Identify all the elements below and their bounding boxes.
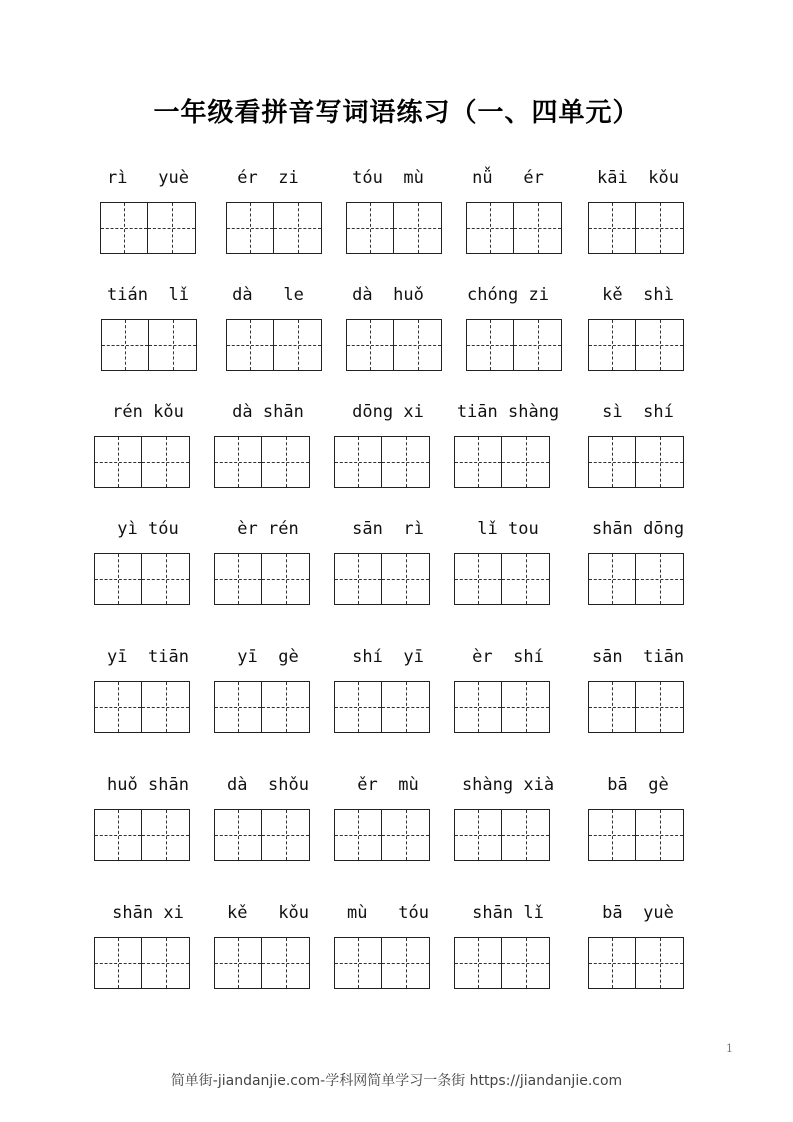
character-box[interactable] — [382, 809, 430, 861]
word-exercise — [328, 166, 448, 256]
pinyin-label: kě shì — [602, 285, 674, 305]
word-exercise — [578, 645, 698, 735]
writing-grid — [214, 809, 310, 861]
word-exercise — [328, 773, 448, 863]
character-box[interactable] — [94, 809, 142, 861]
character-box[interactable] — [502, 436, 550, 488]
writing-grid — [588, 937, 684, 989]
word-exercise — [88, 166, 208, 256]
pinyin-label: tiān shàng — [456, 402, 560, 422]
word-exercise — [88, 645, 208, 735]
word-exercise — [328, 901, 448, 991]
footer-text: 简单街-jiandanjie.com-学科网简单学习一条街 https://jiandanjie.com — [170, 1073, 623, 1089]
pinyin-label: dà shān — [232, 402, 304, 422]
character-box[interactable] — [454, 809, 502, 861]
pinyin-label: shān dōng — [591, 519, 685, 539]
word-exercise — [208, 517, 328, 607]
character-box[interactable] — [514, 319, 562, 371]
writing-grid — [466, 202, 562, 254]
word-exercise — [448, 517, 568, 607]
word-exercise — [578, 283, 698, 373]
writing-grid — [94, 681, 190, 733]
character-box[interactable] — [454, 681, 502, 733]
character-box[interactable] — [454, 553, 502, 605]
character-box[interactable] — [142, 553, 190, 605]
writing-grid — [94, 436, 190, 488]
pinyin-label: kě kǒu — [227, 903, 309, 923]
writing-grid — [588, 319, 684, 371]
writing-grid — [454, 937, 550, 989]
character-box[interactable] — [142, 937, 190, 989]
character-box[interactable] — [148, 202, 196, 254]
pinyin-label: èr shí — [472, 647, 544, 667]
word-exercise — [328, 517, 448, 607]
character-box[interactable] — [226, 202, 274, 254]
writing-grid — [454, 436, 550, 488]
word-exercise — [578, 517, 698, 607]
word-exercise — [208, 166, 328, 256]
word-exercise — [208, 901, 328, 991]
writing-grid — [588, 809, 684, 861]
character-box[interactable] — [334, 436, 382, 488]
writing-grid — [346, 319, 442, 371]
pinyin-label: dà le — [232, 285, 304, 305]
writing-grid — [346, 202, 442, 254]
writing-grid — [454, 809, 550, 861]
writing-grid — [334, 937, 430, 989]
word-exercise — [208, 773, 328, 863]
pinyin-label: ér zi — [237, 168, 299, 188]
writing-grid — [334, 681, 430, 733]
character-box[interactable] — [466, 202, 514, 254]
character-box[interactable] — [636, 553, 684, 605]
character-box[interactable] — [214, 809, 262, 861]
pinyin-label: mù tóu — [347, 903, 429, 923]
writing-grid — [226, 319, 322, 371]
writing-grid — [466, 319, 562, 371]
pinyin-label: huǒ shān — [107, 775, 189, 795]
character-box[interactable] — [382, 553, 430, 605]
character-box[interactable] — [502, 937, 550, 989]
character-box[interactable] — [588, 809, 636, 861]
character-box[interactable] — [588, 937, 636, 989]
pinyin-label: lǐ tou — [477, 519, 539, 539]
character-box[interactable] — [214, 937, 262, 989]
writing-grid — [454, 681, 550, 733]
character-box[interactable] — [101, 319, 149, 371]
writing-grid — [214, 681, 310, 733]
writing-grid — [588, 202, 684, 254]
character-box[interactable] — [346, 319, 394, 371]
character-box[interactable] — [382, 937, 430, 989]
word-exercise — [578, 901, 698, 991]
character-box[interactable] — [334, 553, 382, 605]
pinyin-label: tóu mù — [352, 168, 424, 188]
writing-grid — [334, 809, 430, 861]
writing-grid — [214, 436, 310, 488]
writing-grid — [588, 436, 684, 488]
character-box[interactable] — [334, 681, 382, 733]
writing-grid — [334, 436, 430, 488]
word-exercise — [328, 283, 448, 373]
writing-grid — [101, 319, 197, 371]
character-box[interactable] — [94, 436, 142, 488]
word-exercise — [88, 283, 208, 373]
writing-grid — [214, 553, 310, 605]
writing-grid — [100, 202, 196, 254]
pinyin-label: chóng zi — [467, 285, 549, 305]
pinyin-label: bā gè — [607, 775, 669, 795]
writing-grid — [334, 553, 430, 605]
character-box[interactable] — [466, 319, 514, 371]
pinyin-label: yī gè — [237, 647, 299, 667]
writing-grid — [588, 553, 684, 605]
word-exercise — [208, 400, 328, 490]
character-box[interactable] — [382, 681, 430, 733]
character-box[interactable] — [588, 553, 636, 605]
character-box[interactable] — [226, 319, 274, 371]
pinyin-label: shàng xià — [461, 775, 555, 795]
character-box[interactable] — [454, 937, 502, 989]
pinyin-label: tián lǐ — [107, 285, 189, 305]
character-box[interactable] — [636, 436, 684, 488]
character-box[interactable] — [274, 202, 322, 254]
character-box[interactable] — [142, 681, 190, 733]
pinyin-label: sān rì — [352, 519, 424, 539]
character-box[interactable] — [502, 553, 550, 605]
character-box[interactable] — [502, 809, 550, 861]
pinyin-label: nǚ ér — [472, 168, 544, 188]
character-box[interactable] — [588, 319, 636, 371]
character-box[interactable] — [142, 436, 190, 488]
character-box[interactable] — [346, 202, 394, 254]
character-box[interactable] — [262, 436, 310, 488]
character-box[interactable] — [274, 319, 322, 371]
character-box[interactable] — [214, 553, 262, 605]
character-box[interactable] — [214, 436, 262, 488]
pinyin-label: rì yuè — [107, 168, 189, 188]
writing-grid — [214, 937, 310, 989]
character-box[interactable] — [94, 553, 142, 605]
character-box[interactable] — [262, 681, 310, 733]
word-exercise — [88, 901, 208, 991]
pinyin-label: dà shǒu — [227, 775, 309, 795]
word-exercise — [448, 645, 568, 735]
writing-grid — [454, 553, 550, 605]
pinyin-label: bā yuè — [602, 903, 674, 923]
word-exercise — [328, 400, 448, 490]
character-box[interactable] — [454, 436, 502, 488]
character-box[interactable] — [636, 937, 684, 989]
character-box[interactable] — [514, 202, 562, 254]
character-box[interactable] — [334, 809, 382, 861]
writing-grid — [588, 681, 684, 733]
pinyin-label: yì tóu — [117, 519, 179, 539]
character-box[interactable] — [214, 681, 262, 733]
character-box[interactable] — [588, 202, 636, 254]
word-exercise — [208, 645, 328, 735]
character-box[interactable] — [588, 681, 636, 733]
pinyin-label: shí yī — [352, 647, 424, 667]
writing-grid — [94, 809, 190, 861]
word-exercise — [448, 901, 568, 991]
character-box[interactable] — [636, 202, 684, 254]
character-box[interactable] — [636, 809, 684, 861]
word-exercise — [88, 400, 208, 490]
character-box[interactable] — [394, 202, 442, 254]
word-exercise — [448, 166, 568, 256]
word-exercise — [448, 773, 568, 863]
pinyin-label: shān xi — [112, 903, 184, 923]
character-box[interactable] — [636, 319, 684, 371]
word-exercise — [448, 283, 568, 373]
word-exercise — [578, 400, 698, 490]
character-box[interactable] — [94, 681, 142, 733]
page-number: 1 — [726, 1042, 733, 1055]
word-exercise — [448, 400, 568, 490]
pinyin-label: dà huǒ — [352, 285, 424, 305]
character-box[interactable] — [394, 319, 442, 371]
writing-grid — [94, 553, 190, 605]
character-box[interactable] — [588, 436, 636, 488]
pinyin-label: ěr mù — [357, 775, 419, 795]
character-box[interactable] — [149, 319, 197, 371]
word-exercise — [88, 517, 208, 607]
pinyin-label: rén kǒu — [112, 402, 184, 422]
pinyin-label: dōng xi — [352, 402, 424, 422]
character-box[interactable] — [636, 681, 684, 733]
writing-grid — [94, 937, 190, 989]
character-box[interactable] — [142, 809, 190, 861]
character-box[interactable] — [382, 436, 430, 488]
character-box[interactable] — [502, 681, 550, 733]
word-exercise — [88, 773, 208, 863]
character-box[interactable] — [262, 809, 310, 861]
word-exercise — [328, 645, 448, 735]
pinyin-label: shān lǐ — [472, 903, 544, 923]
character-box[interactable] — [262, 553, 310, 605]
character-box[interactable] — [262, 937, 310, 989]
pinyin-label: sān tiān — [591, 647, 685, 667]
word-exercise — [578, 166, 698, 256]
pinyin-label: yī tiān — [107, 647, 189, 667]
page-title: 一年级看拼音写词语练习（一、四单元） — [153, 98, 640, 128]
pinyin-label: sì shí — [602, 402, 674, 422]
writing-grid — [226, 202, 322, 254]
word-exercise — [208, 283, 328, 373]
pinyin-label: kāi kǒu — [597, 168, 679, 188]
character-box[interactable] — [334, 937, 382, 989]
character-box[interactable] — [100, 202, 148, 254]
pinyin-label: èr rén — [237, 519, 299, 539]
character-box[interactable] — [94, 937, 142, 989]
word-exercise — [578, 773, 698, 863]
